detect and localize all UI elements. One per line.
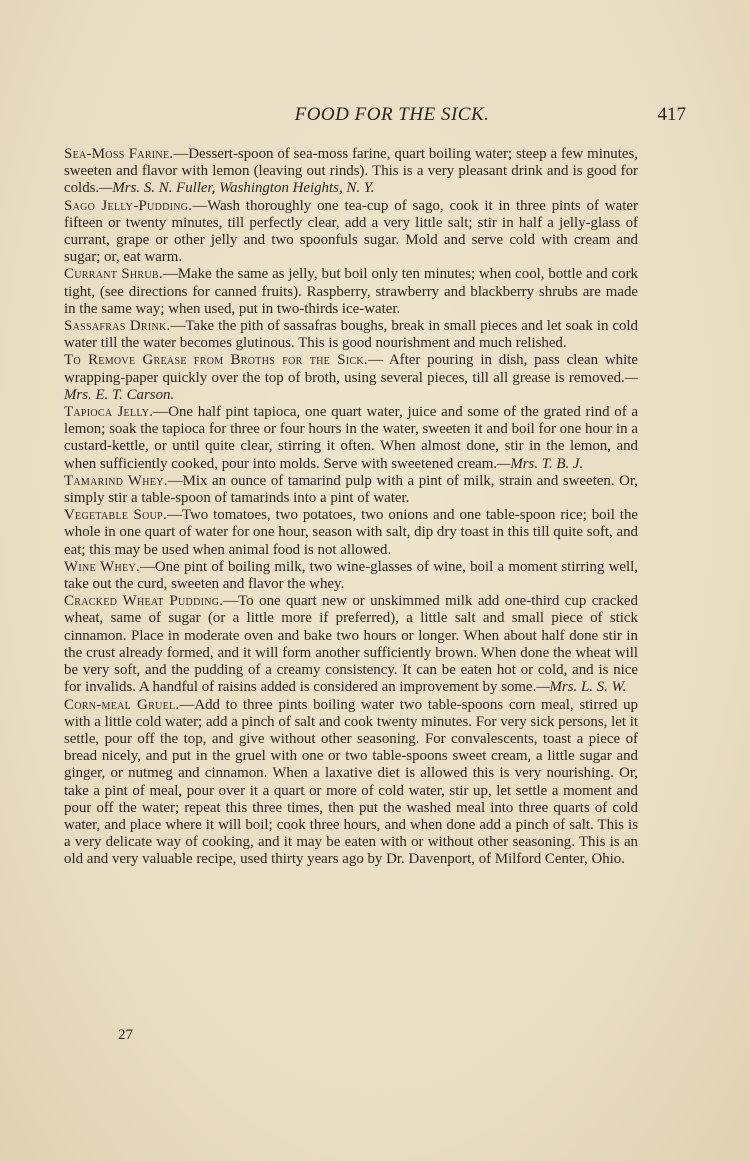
recipe-credit: —Mrs. T. B. J. <box>497 455 584 472</box>
recipe-title: To Remove Grease from Broths for the Sick. <box>64 352 368 369</box>
recipe-credit: —Mrs. L. S. W. <box>536 679 627 696</box>
recipe-text: —Make the same as jelly, but boil only ten minutes; when cool, bottle and cork tight, (see directions for canned fruits). Raspberry, strawberry and blackberry shrubs are made in the same way; when used, put in two-thirds ice-water. <box>64 266 639 317</box>
recipe-title: Cracked Wheat Pudding. <box>64 593 224 610</box>
running-title: FOOD FOR THE SICK. <box>294 104 490 125</box>
recipe-wine-whey <box>64 559 638 593</box>
recipe-corn-meal-gruel <box>64 697 638 869</box>
recipe-title: Sea-Moss Farine. <box>64 146 174 162</box>
recipe-sea-moss-farine <box>64 146 638 198</box>
recipe-text: —Two tomatoes, two potatoes, two onions and one table-spoon rice; boil the whole in one quart of water for one hour, season with salt, dip dry toast in this till quite soft, and eat; this may be used when animal food is not allowed. <box>64 507 638 558</box>
recipe-text: —To one quart new or unskimmed milk add one-third cup cracked wheat, same of sugar (or a little more if preferred), a little salt and small piece of stick cinnamon. Place in moderate oven and bake two hours or longer. When about half done stir in the crust already formed, and it will form another sufficiently brown. When done the wheat will be very soft, and the pudding of a creamy consistency. It can be eaten hot or cold, and is nice for invalids. A handful of raisins added is considered an improvement by some. <box>64 593 638 696</box>
recipe-text: —One pint of boiling milk, two wine-glasses of wine, boil a moment stirring well, take out the curd, sweeten and flavor the whey. <box>64 558 639 593</box>
recipe-text: —Take the pith of sassafras boughs, break in small pieces and let soak in cold water till the water becomes glutinous. This is good nourishment and much relished. <box>64 318 638 352</box>
recipe-title: Tamarind Whey. <box>64 472 168 489</box>
recipe-text: —Add to three pints boiling water two table-spoons corn meal, stirred up with a little cold water; add a pinch of salt and cook twenty minutes. For very sick persons, let it settle, pour off the top, and give without other seasoning. For convalescents, toast a piece of bread nicely, and put in the gruel with one or two table-spoons sweet cream, a little sugar and ginger, or nutmeg and cinnamon. When a laxative diet is allowed this is very nourishing. Or, take a pint of meal, pour over it a quart or more of cold water, stir up, let settle a moment and pour off the water; repeat this three times, then put the washed meal into three quarts of cold water, and place where it will boil; cook three hours, and when done add a pinch of salt. This is a very delicate way of cooking, and it may be eaten with or without other seasoning. This is an old and very valuable recipe, used thirty years ago by Dr. Davenport, of Milford Center, Ohio. <box>64 696 638 868</box>
recipe-currant-shrub <box>64 266 638 318</box>
recipe-text: —One half pint tapioca, one quart water, juice and some of the grated rind of a lemon; soak the tapioca for three or four hours in the water, sweeten it and boil for one hour in a custard-kettle, or until quite clear, stirring it often. When almost done, stir in the lemon, and when sufficiently cooked, pour into molds. Serve with sweetened cream. <box>64 404 639 472</box>
recipe-tamarind-whey <box>64 473 638 507</box>
recipe-text: —Mix an ounce of tamarind pulp with a pint of milk, strain and sweeten. Or, simply stir a table-spoon of tamarinds into a pint of water. <box>64 472 638 507</box>
page-number: 417 <box>657 104 686 125</box>
recipe-text: —Dessert-spoon of sea-moss farine, quart boiling water; steep a few minutes, sweeten and flavor with lemon (leaving out rinds). This is a very pleasant drink and is good for colds. <box>64 146 639 197</box>
recipe-title: Tapioca Jelly. <box>64 404 154 421</box>
recipe-text: — After pouring in dish, pass clean white wrapping-paper quickly over the top of broth, using several pieces, till all grease is removed. <box>64 352 638 386</box>
recipe-title: Corn-meal Gruel. <box>64 696 180 713</box>
recipe-sago-jelly-pudding <box>64 198 638 267</box>
recipe-cracked-wheat-pudding <box>64 593 638 696</box>
recipe-list <box>64 146 638 869</box>
recipe-title: Wine Whey. <box>64 558 141 575</box>
recipe-text: —Wash thoroughly one tea-cup of sago, cook it in three pints of water fifteen or twenty minutes, till perfectly clear, add a very little salt; stir in half a jelly-glass of currant, grape or other jelly and two spoonfuls sugar. Mold and serve cold with cream and sugar; or, eat warm. <box>64 197 638 266</box>
recipe-tapioca-jelly <box>64 404 638 473</box>
recipe-title: Currant Shrub. <box>64 266 163 283</box>
recipe-title: Vegetable Soup. <box>64 507 168 524</box>
page-header <box>64 104 686 132</box>
recipe-sassafras-drink <box>64 318 638 352</box>
recipe-credit: —Mrs. E. T. Carson. <box>64 369 638 403</box>
recipe-title: Sago Jelly-Pudding. <box>64 197 193 214</box>
recipe-credit: —Mrs. S. N. Fuller, Washington Heights, N. Y. <box>99 180 375 197</box>
recipe-remove-grease <box>64 352 638 404</box>
signature-mark: 27 <box>118 1027 133 1043</box>
recipe-title: Sassafras Drink. <box>64 318 171 335</box>
recipe-vegetable-soup <box>64 507 638 559</box>
